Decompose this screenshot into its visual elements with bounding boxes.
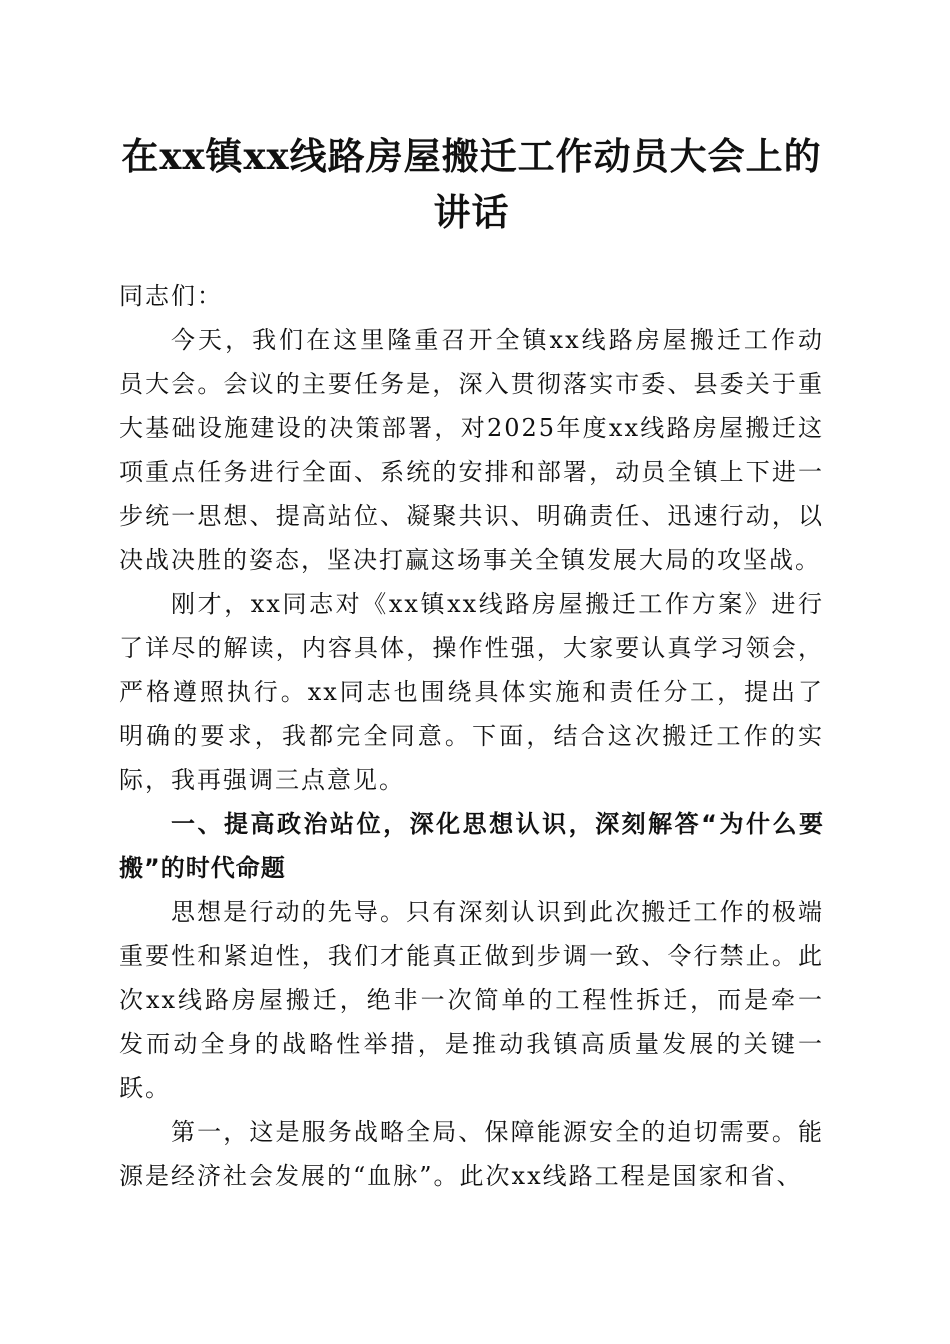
document-page xyxy=(119,128,824,1198)
section-heading-1: 一、提高政治站位，深化思想认识，深刻解答“为什么要搬”的时代命题 xyxy=(119,810,824,882)
page-title: 在xx镇xx线路房屋搬迁工作动员大会上的讲话 xyxy=(121,134,822,234)
salutation: 同志们： xyxy=(119,282,223,310)
paragraph-plan-reading: 刚才，xx同志对《xx镇xx线路房屋搬迁工作方案》进行了详尽的解读，内容具体，操作性强，大家要认真学习领会，严格遵照执行。xx同志也围绕具体实施和责任分工，提出了明确的要求，我都完全同意。下面，结合这次搬迁工作的实际，我再强调三点意见。 xyxy=(119,590,824,794)
document-body xyxy=(119,270,824,1198)
paragraph-first-point: 第一，这是服务战略全局、保障能源安全的迫切需要。能源是经济社会发展的“血脉”。此次xx线路工程是国家和省、 xyxy=(119,1118,824,1190)
paragraph-opening: 今天，我们在这里隆重召开全镇xx线路房屋搬迁工作动员大会。会议的主要任务是，深入贯彻落实市委、县委关于重大基础设施建设的决策部署，对2025年度xx线路房屋搬迁这项重点任务进行全面、系统的安排和部署，动员全镇上下进一步统一思想、提高站位、凝聚共识、明确责任、迅速行动，以决战决胜的姿态，坚决打赢这场事关全镇发展大局的攻坚战。 xyxy=(119,326,824,574)
paragraph-thought-guide: 思想是行动的先导。只有深刻认识到此次搬迁工作的极端重要性和紧迫性，我们才能真正做到步调一致、令行禁止。此次xx线路房屋搬迁，绝非一次简单的工程性拆迁，而是牵一发而动全身的战略性举措，是推动我镇高质量发展的关键一跃。 xyxy=(119,898,824,1102)
